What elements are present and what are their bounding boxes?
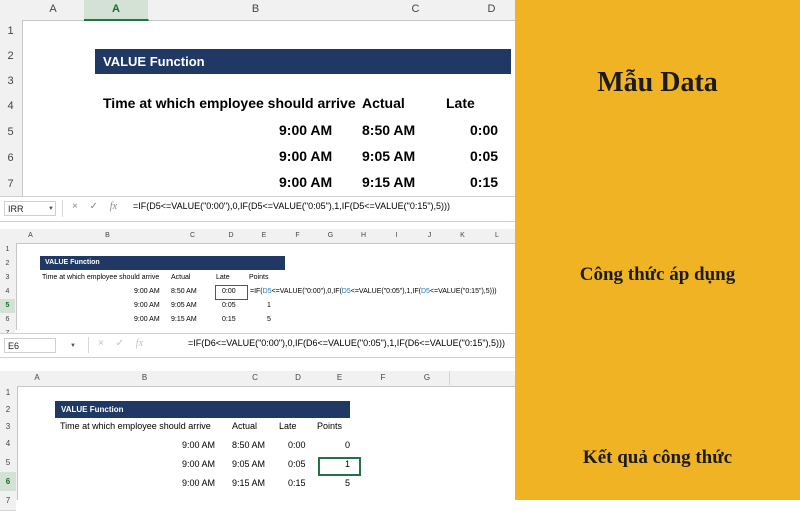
row-header-3[interactable]: 3 (0, 420, 16, 435)
row-header-1[interactable]: 1 (0, 243, 15, 258)
label-actual-header: Actual (171, 274, 191, 281)
column-header-row (0, 371, 515, 387)
label-late-header: Late (216, 274, 230, 281)
cell-arrive-1[interactable]: 9:00 AM (182, 440, 216, 450)
caption-formula-applied: Công thức áp dụng (579, 264, 736, 285)
selected-cell-outline[interactable] (318, 457, 361, 476)
cancel-icon[interactable]: × (98, 338, 104, 349)
cell-late-1[interactable]: 0:00 (288, 440, 306, 450)
row-header-7[interactable]: 7 (0, 491, 16, 511)
cell-points-2[interactable]: 1 (345, 459, 351, 469)
cancel-icon[interactable]: × (72, 201, 78, 212)
row-header-7[interactable]: 7 (0, 171, 21, 198)
column-header-row (0, 0, 515, 21)
cell-late-2[interactable]: 0:05 (288, 459, 306, 469)
cell-actual-3[interactable]: 9:15 AM (362, 174, 416, 190)
caption-formula-result: Kết quả công thức (582, 447, 733, 468)
formula-input[interactable]: =IF(D6<=VALUE("0:00"),0,IF(D6<=VALUE("0:05"),1,IF(D6<=VALUE("0:15"),5))) (188, 338, 506, 348)
column-header-d[interactable]: D (215, 229, 248, 242)
label-arrive-header: Time at which employee should arrive (60, 421, 211, 431)
formula-part-0: =IF( (250, 288, 263, 295)
column-header-b[interactable]: B (148, 0, 364, 19)
row-header-column (0, 386, 18, 505)
column-header-e[interactable]: E (247, 229, 282, 242)
row-header-6[interactable]: 6 (0, 472, 16, 492)
column-header-d[interactable]: D (468, 0, 516, 19)
cell-arrive-3[interactable]: 9:00 AM (134, 316, 160, 323)
column-header-j[interactable]: J (413, 229, 447, 242)
column-header-f[interactable]: F (281, 229, 315, 242)
worksheet-formula-result[interactable] (0, 371, 515, 505)
column-header-g[interactable]: G (405, 371, 450, 385)
name-box-chevron-down-icon[interactable]: ▼ (70, 343, 76, 349)
cell-points-3[interactable]: 5 (345, 478, 351, 488)
divider (88, 337, 89, 353)
divider (62, 200, 63, 217)
column-header-c[interactable]: C (363, 0, 469, 19)
title-banner: VALUE Function (95, 49, 511, 74)
column-header-c[interactable]: C (232, 371, 279, 385)
column-header-c[interactable]: C (170, 229, 216, 242)
column-header-a[interactable]: A (16, 229, 46, 242)
insert-function-icon[interactable]: fx (109, 201, 118, 212)
cell-actual-2[interactable]: 9:05 AM (232, 459, 266, 469)
column-header-a-selected[interactable]: A (84, 0, 149, 21)
cell-arrive-2[interactable]: 9:00 AM (182, 459, 216, 469)
formula-input[interactable]: =IF(D5<=VALUE("0:00"),0,IF(D5<=VALUE("0:05"),1,IF(D5<=VALUE("0:15"),5))) (133, 201, 451, 211)
name-box-chevron-down-icon[interactable]: ▼ (48, 206, 54, 212)
column-header-a[interactable]: A (17, 371, 58, 385)
insert-function-icon[interactable]: fx (135, 338, 144, 349)
cell-late-2[interactable]: 0:05 (222, 302, 236, 309)
row-header-1[interactable]: 1 (0, 20, 21, 44)
column-header-b[interactable]: B (57, 371, 233, 385)
formula-part-2: <=VALUE("0:00"),0,IF( (271, 288, 342, 295)
caption-panel (515, 0, 800, 500)
row-header-3[interactable]: 3 (0, 271, 15, 286)
cell-actual-1[interactable]: 8:50 AM (171, 288, 197, 295)
cell-late-2[interactable]: 0:05 (470, 148, 499, 164)
caption-sample-data: Mẫu Data (597, 67, 718, 98)
cell-actual-3[interactable]: 9:15 AM (232, 478, 266, 488)
formula-bar-buttons[interactable] (98, 338, 152, 349)
row-header-4[interactable]: 4 (0, 285, 15, 300)
formula-part-1: D5 (262, 288, 272, 295)
column-header-f[interactable]: F (361, 371, 406, 385)
cell-arrive-1[interactable]: 9:00 AM (279, 122, 333, 138)
cell-points-2[interactable]: 1 (267, 302, 271, 309)
label-actual-header: Actual (362, 95, 405, 111)
cell-arrive-2[interactable]: 9:00 AM (134, 302, 160, 309)
cell-late-1[interactable]: 0:00 (470, 122, 499, 138)
cell-points-1[interactable]: 0 (345, 440, 351, 450)
worksheet-sample-data[interactable] (0, 0, 515, 196)
column-header-a[interactable]: A (22, 0, 85, 19)
formula-bar-buttons[interactable] (72, 201, 126, 212)
cell-actual-1[interactable]: 8:50 AM (362, 122, 416, 138)
cell-arrive-2[interactable]: 9:00 AM (279, 148, 333, 164)
label-arrive-header: Time at which employee should arrive (103, 95, 356, 111)
formula-part-6: <=VALUE("0:15"),5))) (429, 288, 497, 295)
column-header-l[interactable]: L (479, 229, 516, 242)
name-box[interactable]: IRR (4, 201, 56, 216)
confirm-icon[interactable]: ✓ (115, 338, 125, 349)
label-points-header: Points (317, 421, 343, 431)
column-header-g[interactable]: G (314, 229, 348, 242)
title-banner: VALUE Function (40, 256, 285, 270)
row-header-4[interactable]: 4 (0, 93, 21, 120)
cell-arrive-3[interactable]: 9:00 AM (182, 478, 216, 488)
cell-actual-3[interactable]: 9:15 AM (171, 316, 197, 323)
confirm-icon[interactable]: ✓ (89, 201, 99, 212)
formula-part-3: D5 (341, 288, 351, 295)
worksheet-formula-applied[interactable] (0, 229, 515, 330)
row-header-5[interactable]: 5 (0, 299, 15, 314)
row-header-5[interactable]: 5 (0, 119, 21, 146)
selected-cell-outline[interactable] (215, 285, 248, 300)
row-header-2[interactable]: 2 (0, 43, 21, 71)
cell-actual-1[interactable]: 8:50 AM (232, 440, 266, 450)
row-header-column (0, 20, 23, 196)
cell-editing-formula[interactable] (250, 288, 497, 295)
row-header-4[interactable]: 4 (0, 434, 16, 454)
cell-late-3[interactable]: 0:15 (222, 316, 236, 323)
label-points-header: Points (249, 274, 269, 281)
label-actual-header: Actual (232, 421, 258, 431)
column-header-k[interactable]: K (446, 229, 480, 242)
label-late-header: Late (446, 95, 475, 111)
cell-late-1[interactable]: 0:00 (222, 288, 236, 295)
row-header-5[interactable]: 5 (0, 453, 16, 473)
row-header-6[interactable]: 6 (0, 145, 21, 172)
row-header-3[interactable]: 3 (0, 70, 21, 94)
column-header-i[interactable]: I (380, 229, 414, 242)
cell-late-3[interactable]: 0:15 (470, 174, 499, 190)
row-header-column (0, 243, 17, 330)
title-banner: VALUE Function (55, 401, 350, 418)
cell-arrive-3[interactable]: 9:00 AM (279, 174, 333, 190)
column-header-b[interactable]: B (45, 229, 171, 242)
column-header-h[interactable]: H (347, 229, 381, 242)
row-header-6[interactable]: 6 (0, 313, 15, 328)
column-header-e[interactable]: E (318, 371, 362, 385)
cell-actual-2[interactable]: 9:05 AM (362, 148, 416, 164)
column-header-d[interactable]: D (278, 371, 319, 385)
name-box[interactable]: E6 (4, 338, 56, 353)
cell-actual-2[interactable]: 9:05 AM (171, 302, 197, 309)
label-arrive-header: Time at which employee should arrive (42, 274, 160, 281)
cell-points-3[interactable]: 5 (267, 316, 271, 323)
row-header-2[interactable]: 2 (0, 257, 15, 272)
column-header-row (0, 229, 515, 244)
cell-late-3[interactable]: 0:15 (288, 478, 306, 488)
formula-bar-bottom[interactable] (0, 333, 515, 358)
row-header-2[interactable]: 2 (0, 400, 16, 421)
label-late-header: Late (279, 421, 297, 431)
formula-part-5: D5 (420, 288, 430, 295)
cell-arrive-1[interactable]: 9:00 AM (134, 288, 160, 295)
row-header-1[interactable]: 1 (0, 386, 16, 401)
formula-part-4: <=VALUE("0:05"),1,IF( (350, 288, 421, 295)
formula-bar-top[interactable] (0, 196, 515, 222)
